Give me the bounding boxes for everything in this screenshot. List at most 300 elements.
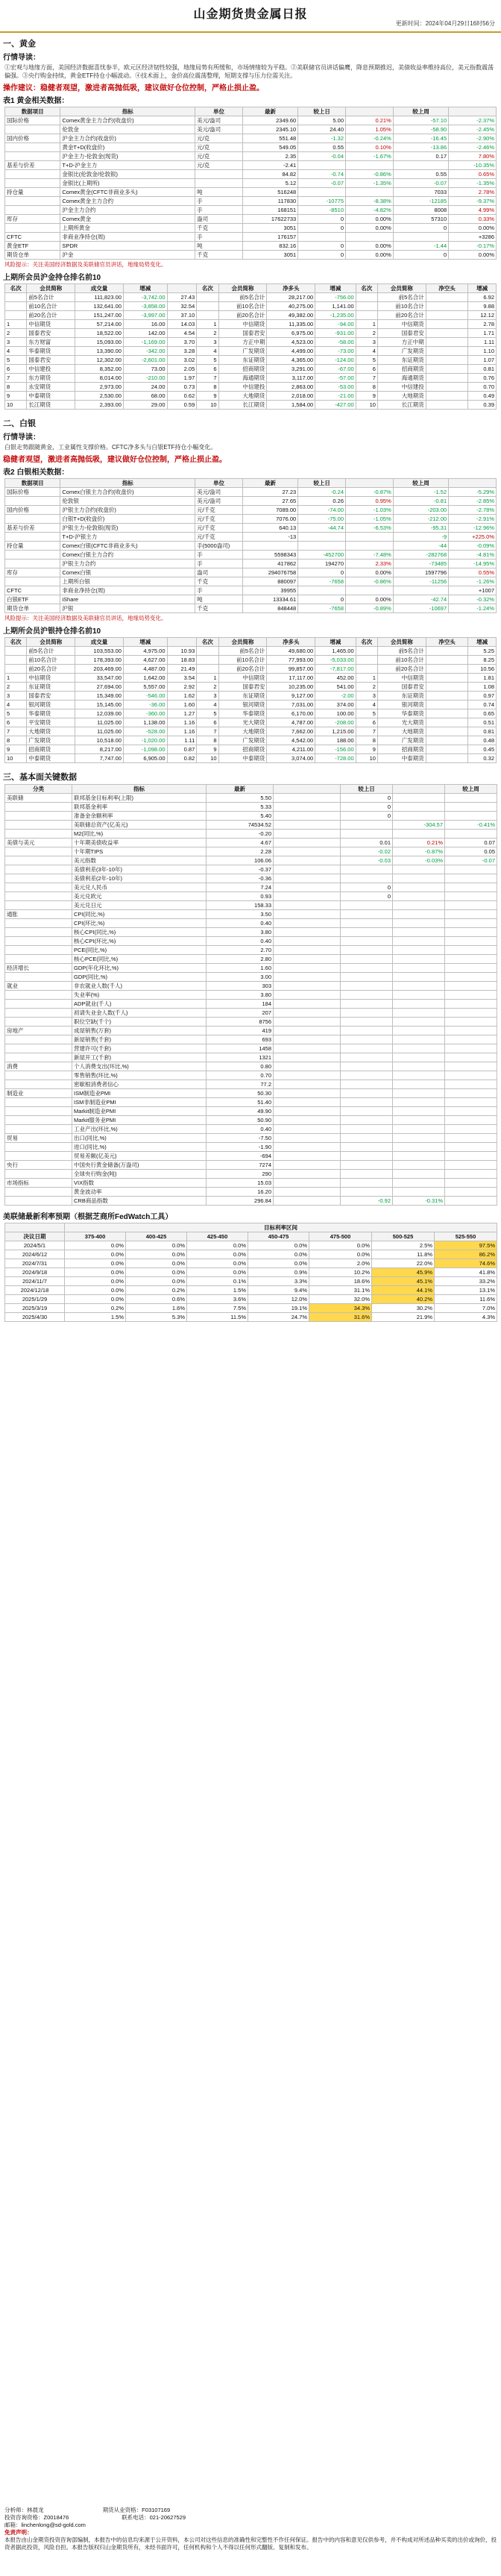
macro-table-row-cell <box>274 1197 341 1206</box>
silver-table-row-cell: 848448 <box>242 604 297 613</box>
gold-rank-row-cell: 18,522.00 <box>75 329 124 338</box>
macro-table-row-cell: PCE(同比,%) <box>72 946 207 955</box>
silver-table-row <box>5 506 497 515</box>
macro-table-row <box>5 1000 497 1009</box>
silver-table-row-cell: +225.0% <box>449 533 497 542</box>
macro-col-header <box>393 785 445 794</box>
silver-table-row-cell: 元/千克 <box>195 533 243 542</box>
macro-table-row-cell: 0.40 <box>207 937 274 946</box>
macro-table-row-cell <box>274 1170 341 1179</box>
silver-table-row-cell: 39955 <box>242 586 297 595</box>
macro-table-row-cell: Markit制造业PMI <box>72 1107 207 1116</box>
macro-table-row-cell <box>274 1134 341 1143</box>
gold-rank-row-cell <box>5 311 27 320</box>
macro-col-header: 分类 <box>5 785 72 794</box>
macro-table-row <box>5 1044 497 1053</box>
macro-table-row-cell: 7.24 <box>207 883 274 892</box>
gold-rank-row-cell: 9 <box>5 392 27 401</box>
macro-table-row-cell <box>274 955 341 964</box>
macro-table-row-cell <box>445 803 497 812</box>
fedwatch-cell: 44.1% <box>372 1286 435 1295</box>
gold-table-row-cell: 0.00% <box>449 224 497 233</box>
macro-table-row-cell <box>393 1098 445 1107</box>
gold-table-row-cell <box>298 233 346 242</box>
gold-table-row-cell: 国内价格 <box>5 134 60 143</box>
gold-table-row-cell <box>5 197 60 206</box>
macro-table-row-cell <box>341 928 393 937</box>
silver-rank-row-cell: 7,662.00 <box>267 727 315 736</box>
gold-table-row-cell: 5.00 <box>298 116 346 125</box>
gold-rank-row-cell: 27.43 <box>167 293 197 302</box>
silver-rank-row-cell: 1.08 <box>468 683 497 692</box>
gold-rank-row-cell <box>426 302 467 311</box>
macro-table-row-cell <box>341 973 393 982</box>
silver-rank-col-header: 名次 <box>356 638 377 647</box>
silver-table-title: 表2 白银相关数据： <box>3 468 69 477</box>
gold-rank-row-cell: 东方财富 <box>27 338 75 347</box>
macro-table-row-cell <box>445 1116 497 1125</box>
macro-table-row-cell <box>5 937 72 946</box>
silver-rank-col-header: 成交量 <box>75 638 124 647</box>
fedwatch-cell: 0.0% <box>65 1277 126 1286</box>
macro-table-row-cell <box>5 1000 72 1009</box>
gold-table-row <box>5 233 497 242</box>
silver-rank-row-cell: 中信期货 <box>218 674 267 683</box>
gold-table-row-cell: 沪金主力合约 <box>60 206 195 215</box>
macro-table-row-cell: 2.28 <box>207 847 274 856</box>
silver-rank-row-cell: 15,145.00 <box>75 701 124 709</box>
silver-rank-row-cell: -360.00 <box>123 709 167 718</box>
gold-table-row-cell: 0 <box>298 224 346 233</box>
gold-rank-row-cell: 长江期货 <box>377 401 426 410</box>
gold-table-row-cell: 沪金 <box>60 251 195 260</box>
macro-table-row-cell: Markit服务业PMI <box>72 1116 207 1125</box>
gold-rank-row-cell <box>356 302 377 311</box>
silver-rank-row-cell: -156.00 <box>315 745 356 754</box>
fedwatch-cell: 19.1% <box>248 1304 309 1313</box>
gold-table-row-cell <box>5 224 60 233</box>
fedwatch-cell: 2024/12/18 <box>5 1286 65 1295</box>
gold-rank-row-cell: 13,390.00 <box>75 347 124 356</box>
gold-data-table <box>4 107 497 260</box>
silver-table-row-cell: 0 <box>298 568 346 577</box>
macro-table-row-cell <box>5 883 72 892</box>
gold-rank-row <box>5 356 497 365</box>
gold-rank-row-cell: 6.92 <box>468 293 497 302</box>
silver-table-row-cell <box>242 542 297 551</box>
gold-rank-row-cell: 1,584.00 <box>267 401 315 410</box>
macro-table-row-cell: -0.37 <box>207 865 274 874</box>
gold-rank-row-cell: 1 <box>5 320 27 329</box>
macro-table-row-cell <box>274 892 341 901</box>
silver-table-row-cell: -6.53% <box>346 524 394 533</box>
gold-table-row-cell: 84.82 <box>242 170 297 179</box>
macro-table-row-cell: 密歇根消费者信心 <box>72 1080 207 1089</box>
fedwatch-cell: 34.3% <box>309 1304 372 1313</box>
gold-table-row-cell: 168151 <box>242 206 297 215</box>
macro-table-row-cell: -0.41% <box>445 821 497 830</box>
macro-table-row-cell: 美债利差(3年-10年) <box>72 865 207 874</box>
macro-table-row-cell: 营建许可(千套) <box>72 1044 207 1053</box>
silver-rank-table <box>4 637 497 763</box>
macro-table-row-cell: ADP就业(千人) <box>72 1000 207 1009</box>
fedwatch-cell: 2.0% <box>309 1259 372 1268</box>
silver-table-row <box>5 568 497 577</box>
macro-table-row-cell <box>393 1161 445 1170</box>
silver-rank-row-cell <box>426 754 467 763</box>
gold-rank-row-cell: 中信期货 <box>27 320 75 329</box>
silver-table-row-cell: -1.26% <box>449 577 497 586</box>
silver-table-row-cell: -203.00 <box>393 506 448 515</box>
macro-table-row-cell: 房地产 <box>5 1027 72 1035</box>
silver-rank-row-cell: 0.74 <box>468 701 497 709</box>
silver-rank-row-cell: 国泰君安 <box>377 683 426 692</box>
gold-rank-row-cell: 大地期货 <box>377 392 426 401</box>
macro-table-row-cell <box>393 973 445 982</box>
silver-rank-row-cell: 1.81 <box>468 674 497 683</box>
gold-rank-row-cell <box>197 302 218 311</box>
gold-rank-row-cell: 0.39 <box>468 401 497 410</box>
macro-table-row-cell <box>5 1018 72 1027</box>
silver-rank-row-cell: 2.92 <box>167 683 197 692</box>
gold-rank-row-cell <box>426 293 467 302</box>
gold-table-row-cell <box>195 179 243 188</box>
gold-table-row-cell: 0.33% <box>449 215 497 224</box>
silver-table-row-cell: -14.95% <box>449 560 497 568</box>
gold-rank-row-cell <box>356 293 377 302</box>
gold-table-row <box>5 251 497 260</box>
silver-table-row-cell: -0.81 <box>393 497 448 506</box>
macro-table-row-cell <box>393 1071 445 1080</box>
gold-table-row <box>5 116 497 125</box>
macro-table-row-cell <box>5 928 72 937</box>
macro-table-row-cell: 工业产出(环比,%) <box>72 1125 207 1134</box>
macro-table-row-cell <box>274 830 341 839</box>
gold-rank-col-header: 会员简称 <box>377 284 426 293</box>
macro-table-row-cell: -1.90 <box>207 1143 274 1152</box>
gold-table-row-cell: 非商业净持仓(周) <box>60 233 195 242</box>
macro-table-row-cell <box>445 1125 497 1134</box>
macro-table-row-cell: 5.33 <box>207 803 274 812</box>
silver-rank-row-cell: -528.00 <box>123 727 167 736</box>
gold-rank-row-cell <box>426 356 467 365</box>
silver-rank-row-cell: 华泰期货 <box>377 709 426 718</box>
silver-rank-row-cell: 10 <box>197 754 218 763</box>
gold-col-header: 较上周 <box>393 107 448 116</box>
fedwatch-col-header: 475-500 <box>309 1232 372 1241</box>
silver-table-row-cell: 库存 <box>5 568 60 577</box>
macro-table-row-cell <box>445 892 497 901</box>
macro-table-row-cell: 184 <box>207 1000 274 1009</box>
macro-table-row-cell <box>393 1134 445 1143</box>
silver-table-row-cell: -1.05% <box>346 515 394 524</box>
gold-table-row-cell: 2.78% <box>449 188 497 197</box>
gold-table-row <box>5 206 497 215</box>
silver-rank-row <box>5 754 497 763</box>
silver-rank-row-cell: 国泰君安 <box>218 683 267 692</box>
macro-table-row-cell <box>445 1080 497 1089</box>
gold-table-row-cell: 美元/盎司 <box>195 116 243 125</box>
silver-rank-row-cell: 1,215.00 <box>315 727 356 736</box>
macro-table-row-cell <box>393 1018 445 1027</box>
silver-guide-title: 行情导读： <box>3 433 40 442</box>
macro-table-row-cell <box>341 982 393 991</box>
silver-table-row <box>5 542 497 551</box>
macro-table-row-cell: 贸易 <box>5 1134 72 1143</box>
gold-rank-row-cell: 9 <box>356 392 377 401</box>
silver-table-row-cell: 美元/盎司 <box>195 497 243 506</box>
gold-table-row-cell <box>393 161 448 170</box>
macro-table-row <box>5 1035 497 1044</box>
silver-rank-row-cell: 10 <box>5 754 27 763</box>
silver-table-row-cell: 手 <box>195 586 243 595</box>
macro-table-row <box>5 955 497 964</box>
silver-rank-row-cell: 452.00 <box>315 674 356 683</box>
macro-table-row-cell: 3.80 <box>207 991 274 1000</box>
macro-table-row-cell <box>445 1053 497 1062</box>
macro-table-row <box>5 821 497 830</box>
silver-rank-row-cell: 8 <box>5 736 27 745</box>
macro-table-row-cell <box>445 901 497 910</box>
silver-rank-row-cell: 4,487.00 <box>123 665 167 674</box>
silver-rank-row-cell: -36.00 <box>123 701 167 709</box>
fedwatch-cell: 2024/11/7 <box>5 1277 65 1286</box>
gold-table-row-cell: -57.10 <box>393 116 448 125</box>
macro-table-row-cell <box>274 1179 341 1188</box>
gold-table-row-cell: 上期所黄金 <box>60 224 195 233</box>
silver-rank-row-cell: 5 <box>356 709 377 718</box>
gold-table-row-cell <box>298 188 346 197</box>
silver-rank-row-cell: 中信期货 <box>27 674 75 683</box>
gold-table-row-cell: -9.37% <box>449 197 497 206</box>
silver-rank-row-cell <box>197 647 218 656</box>
macro-table-row-cell <box>445 1035 497 1044</box>
gold-table-row-cell: -1.32 <box>298 134 346 143</box>
macro-table-row <box>5 1161 497 1170</box>
silver-table-row-cell: 0 <box>298 595 346 604</box>
silver-rank-row-cell: 10 <box>356 754 377 763</box>
gold-table-row-cell: 2345.10 <box>242 125 297 134</box>
gold-table-row-cell: -2.41 <box>242 161 297 170</box>
gold-table-row-cell <box>346 233 394 242</box>
silver-rank-row-cell: 10,235.00 <box>267 683 315 692</box>
macro-table-row-cell <box>393 874 445 883</box>
macro-table-row-cell: 0.07 <box>445 839 497 847</box>
gold-rank-row-cell: 2.78 <box>468 320 497 329</box>
silver-rank-col-header: 会员简称 <box>218 638 267 647</box>
gold-table-row-cell: 176157 <box>242 233 297 242</box>
silver-table-row-cell: 手 <box>195 551 243 560</box>
silver-rank-row-cell: -5,033.00 <box>315 656 356 665</box>
macro-table-row-cell: -0.03 <box>341 856 393 865</box>
fedwatch-cell: 30.2% <box>372 1304 435 1313</box>
gold-table-row-cell: 0.55 <box>298 143 346 152</box>
fedwatch-row <box>5 1286 497 1295</box>
macro-table-row-cell: 1.60 <box>207 964 274 973</box>
macro-table-row-cell <box>274 982 341 991</box>
gold-rank-row-cell: 国泰君安 <box>27 356 75 365</box>
macro-table-row-cell <box>393 865 445 874</box>
silver-rank-row-cell: 100.00 <box>315 709 356 718</box>
silver-rank-row-cell: 0.51 <box>468 718 497 727</box>
gold-rank-row-cell: 永安期货 <box>27 383 75 392</box>
gold-table-row-cell: 手 <box>195 206 243 215</box>
macro-table-row <box>5 919 497 928</box>
macro-table-row-cell <box>341 1179 393 1188</box>
silver-rank-row-cell <box>356 647 377 656</box>
gold-rank-row-cell: 前5名合计 <box>377 293 426 302</box>
silver-rank-row-cell: 大地期货 <box>377 727 426 736</box>
gold-table-row-cell: 0.10% <box>346 143 394 152</box>
fedwatch-cell: 31.6% <box>309 1313 372 1322</box>
macro-table-row-cell <box>341 1044 393 1053</box>
macro-table-row-cell <box>393 1062 445 1071</box>
fedwatch-cell: 13.1% <box>435 1286 497 1295</box>
silver-table-row-cell: T+D-沪银主力 <box>60 533 195 542</box>
silver-rank-row-cell: 77,993.00 <box>267 656 315 665</box>
macro-table-row-cell: 0.40 <box>207 1125 274 1134</box>
macro-table-row-cell <box>445 910 497 919</box>
macro-table-row-cell: 新屋开工(千套) <box>72 1053 207 1062</box>
fedwatch-cell: 0.0% <box>65 1259 126 1268</box>
gold-rank-col-header: 成交量 <box>75 284 124 293</box>
gold-table-row-cell: 2.35 <box>242 152 297 161</box>
fedwatch-row <box>5 1241 497 1250</box>
macro-table-row-cell <box>393 1044 445 1053</box>
gold-table-row <box>5 179 497 188</box>
gold-rank-row-cell: 中信建投 <box>27 365 75 374</box>
fedwatch-cell: 0.0% <box>65 1241 126 1250</box>
fedwatch-cell: 2025/1/29 <box>5 1295 65 1304</box>
gold-rank-row-cell: -67.00 <box>315 365 356 374</box>
silver-rank-row <box>5 718 497 727</box>
macro-table-row-cell <box>274 856 341 865</box>
gold-rank-col-header: 净多头 <box>267 284 315 293</box>
silver-rank-row-cell: 188.00 <box>315 736 356 745</box>
macro-table-row-cell <box>274 1116 341 1125</box>
macro-table-row-cell <box>5 803 72 812</box>
macro-table-row-cell <box>5 955 72 964</box>
macro-table-row-cell <box>341 830 393 839</box>
silver-table-row <box>5 533 497 542</box>
macro-table-row-cell <box>393 1107 445 1116</box>
macro-table-row-cell <box>341 955 393 964</box>
gold-rank-row-cell: 37.10 <box>167 311 197 320</box>
gold-rank-row-cell: 长江期货 <box>218 401 267 410</box>
gold-rank-row-cell: 10 <box>356 401 377 410</box>
gold-col-header: 较上日 <box>298 107 346 116</box>
gold-rank-row-cell: 0.59 <box>167 401 197 410</box>
silver-table-row-cell: 7089.00 <box>242 506 297 515</box>
silver-rank-row-cell <box>426 692 467 701</box>
silver-rank-row-cell: 中泰期货 <box>27 754 75 763</box>
macro-table-row-cell: 0.01 <box>341 839 393 847</box>
gold-rank-row-cell: -3,997.00 <box>123 311 167 320</box>
silver-rank-row-cell: 大地期货 <box>27 727 75 736</box>
silver-rank-title: 上期所会员沪银持仓排名前10 <box>3 627 101 636</box>
macro-table-row <box>5 812 497 821</box>
gold-table-row-cell: -0.86% <box>346 170 394 179</box>
silver-rank-row-cell <box>197 656 218 665</box>
silver-rank-row-cell: 33,547.00 <box>75 674 124 683</box>
gold-rank-row-cell: -21.00 <box>315 392 356 401</box>
silver-rank-row-cell: 前20名合计 <box>218 665 267 674</box>
macro-table-row-cell: 新屋销售(千套) <box>72 1035 207 1044</box>
macro-table-row-cell: 290 <box>207 1170 274 1179</box>
gold-rank-row-cell: 12,302.00 <box>75 356 124 365</box>
silver-rank-col-header: 净空头 <box>426 638 467 647</box>
macro-table-row-cell <box>393 901 445 910</box>
macro-table-row-cell: -0.87% <box>393 847 445 856</box>
gold-rank-row-cell: 10 <box>5 401 27 410</box>
silver-rank-row-cell: 招商期货 <box>218 745 267 754</box>
macro-table-row-cell: 0.40 <box>207 919 274 928</box>
macro-table-row-cell: 7274 <box>207 1161 274 1170</box>
gold-rank-row-cell: 4,365.00 <box>267 356 315 365</box>
macro-table-row-cell: 就业 <box>5 982 72 991</box>
gold-table-row-cell <box>346 161 394 170</box>
macro-table-row-cell <box>274 874 341 883</box>
gold-rank-row-cell: 0.70 <box>468 383 497 392</box>
gold-rank-row-cell: 49,382.00 <box>267 311 315 320</box>
fedwatch-cell: 32.0% <box>309 1295 372 1304</box>
gold-rank-row-cell: -3,858.00 <box>123 302 167 311</box>
silver-guide-text: 白银走势跟随黄金，工业属性支撑价格。CFTC净多头与白银ETF持仓小幅变化。 <box>4 444 217 451</box>
macro-table-row <box>5 964 497 973</box>
macro-table-row-cell: ISM非制造业PMI <box>72 1098 207 1107</box>
gold-rank-row-cell: 方正中期 <box>218 338 267 347</box>
gold-table-row-cell: 7033 <box>393 188 448 197</box>
silver-rank-col-header <box>167 638 197 647</box>
macro-table-row-cell: 美元兑欧元 <box>72 892 207 901</box>
gold-rank-row-cell: 0.73 <box>167 383 197 392</box>
macro-table-row <box>5 1116 497 1125</box>
fedwatch-group-header: 目标利率区间 <box>65 1223 497 1232</box>
gold-table-row-cell: Comex黄金主力合约(收盘价) <box>60 116 195 125</box>
macro-table-row <box>5 1107 497 1116</box>
macro-table-row-cell: -7.50 <box>207 1134 274 1143</box>
fedwatch-col-header: 450-475 <box>248 1232 309 1241</box>
silver-rank-row-cell <box>426 736 467 745</box>
silver-table-row <box>5 515 497 524</box>
macro-table-row-cell <box>393 812 445 821</box>
macro-table-row-cell <box>393 892 445 901</box>
macro-table-row-cell: 准备金余额利率 <box>72 812 207 821</box>
fedwatch-cell: 0.0% <box>126 1250 187 1259</box>
macro-table-row-cell: 黄金波动率 <box>72 1188 207 1197</box>
gold-table-row-cell <box>195 170 243 179</box>
silver-rank-row-cell: 0.48 <box>468 736 497 745</box>
gold-table-row-cell: 0 <box>298 242 346 251</box>
fedwatch-cell: 0.0% <box>126 1241 187 1250</box>
gold-table-row-cell: SPDR <box>60 242 195 251</box>
macro-table-row-cell: 通胀 <box>5 910 72 919</box>
silver-rank-row-cell <box>426 656 467 665</box>
silver-rank-row-cell: 1.16 <box>167 718 197 727</box>
gold-rank-col-header: 名次 <box>197 284 218 293</box>
silver-col-header: 最新 <box>242 479 297 488</box>
silver-table-row <box>5 497 497 506</box>
gold-rank-row-cell <box>426 401 467 410</box>
macro-table-row-cell <box>445 1009 497 1018</box>
silver-table-row-cell: -0.32% <box>449 595 497 604</box>
macro-table-row-cell <box>445 937 497 946</box>
silver-rank-row-cell: 1,465.00 <box>315 647 356 656</box>
macro-table-row-cell: 进口(同比,%) <box>72 1143 207 1152</box>
silver-rank-row-cell: 1,138.00 <box>123 718 167 727</box>
macro-table-row-cell <box>274 1053 341 1062</box>
silver-table-row-cell: 194270 <box>298 560 346 568</box>
